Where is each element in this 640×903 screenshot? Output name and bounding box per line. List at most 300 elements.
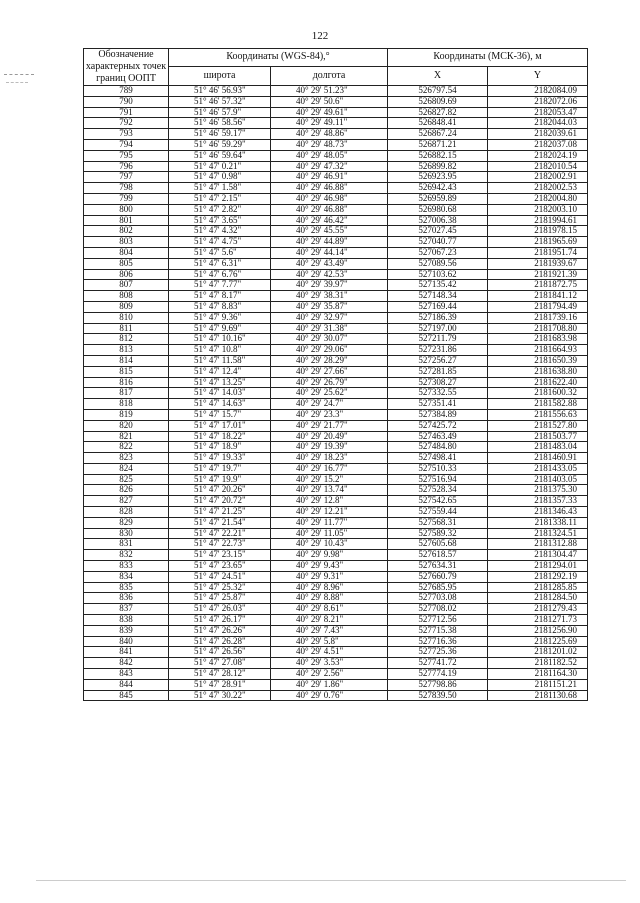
cell-latitude: 51° 47' 25.32" [169,582,271,593]
cell-point-id: 839 [84,625,169,636]
cell-longitude: 40° 29' 15.2" [271,474,388,485]
cell-y: 2181357.33 [488,496,588,507]
table-row [84,474,588,485]
cell-longitude: 40° 29' 47.32" [271,161,388,172]
table-row [84,204,588,215]
cell-x: 526923.95 [388,172,488,183]
cell-x: 527703.08 [388,593,488,604]
cell-latitude: 51° 47' 0.98" [169,172,271,183]
cell-x: 527712.56 [388,615,488,626]
cell-latitude: 51° 47' 20.72" [169,496,271,507]
cell-longitude: 40° 29' 5.8" [271,636,388,647]
table-row [84,366,588,377]
table-row [84,345,588,356]
cell-latitude: 51° 46' 59.64" [169,150,271,161]
cell-latitude: 51° 47' 14.03" [169,388,271,399]
cell-longitude: 40° 29' 11.77" [271,517,388,528]
cell-y: 2181304.47 [488,550,588,561]
cell-x: 527774.19 [388,669,488,680]
cell-point-id: 816 [84,377,169,388]
cell-x: 527463.49 [388,431,488,442]
cell-x: 526959.89 [388,193,488,204]
cell-y: 2181271.73 [488,615,588,626]
table-row [84,463,588,474]
cell-x: 527169.44 [388,301,488,312]
cell-y: 2181403.05 [488,474,588,485]
cell-latitude: 51° 47' 22.21" [169,528,271,539]
cell-longitude: 40° 29' 30.07" [271,334,388,345]
cell-latitude: 51° 47' 26.26" [169,625,271,636]
cell-y: 2181292.19 [488,571,588,582]
cell-latitude: 51° 47' 26.17" [169,615,271,626]
cell-longitude: 40° 29' 29.06" [271,345,388,356]
cell-x: 527281.85 [388,366,488,377]
cell-latitude: 51° 47' 2.82" [169,204,271,215]
cell-point-id: 823 [84,453,169,464]
cell-y: 2181622.40 [488,377,588,388]
table-row [84,582,588,593]
cell-latitude: 51° 47' 24.51" [169,571,271,582]
table-row [84,507,588,518]
cell-y: 2181556.63 [488,409,588,420]
cell-longitude: 40° 29' 48.73" [271,139,388,150]
cell-latitude: 51° 47' 8.83" [169,301,271,312]
cell-y: 2181600.32 [488,388,588,399]
cell-longitude: 40° 29' 3.53" [271,658,388,669]
cell-longitude: 40° 29' 11.05" [271,528,388,539]
table-row [84,420,588,431]
cell-latitude: 51° 47' 2.15" [169,193,271,204]
cell-latitude: 51° 47' 12.4" [169,366,271,377]
cell-point-id: 821 [84,431,169,442]
cell-x: 526809.69 [388,96,488,107]
cell-y: 2181279.43 [488,604,588,615]
table-row [84,183,588,194]
cell-latitude: 51° 47' 26.28" [169,636,271,647]
header-x: X [388,66,488,85]
cell-latitude: 51° 47' 18.9" [169,442,271,453]
cell-latitude: 51° 47' 30.22" [169,690,271,701]
cell-y: 2181324.51 [488,528,588,539]
cell-x: 527725.36 [388,647,488,658]
cell-y: 2181338.11 [488,517,588,528]
cell-y: 2181921.39 [488,269,588,280]
table-row [84,96,588,107]
coordinates-table [83,48,588,701]
header-msk36: Координаты (МСК-36), м [388,49,588,67]
cell-point-id: 818 [84,399,169,410]
scan-artifact-line [6,82,28,83]
cell-x: 527542.65 [388,496,488,507]
cell-longitude: 40° 29' 51.23" [271,86,388,97]
cell-longitude: 40° 29' 39.97" [271,280,388,291]
cell-point-id: 830 [84,528,169,539]
cell-latitude: 51° 47' 9.69" [169,323,271,334]
cell-y: 2181872.75 [488,280,588,291]
cell-longitude: 40° 29' 20.49" [271,431,388,442]
cell-y: 2181503.77 [488,431,588,442]
table-row [84,571,588,582]
cell-longitude: 40° 29' 16.77" [271,463,388,474]
cell-y: 2181256.90 [488,625,588,636]
header-latitude: широта [169,66,271,85]
table-header [84,49,588,86]
cell-longitude: 40° 29' 44.89" [271,237,388,248]
cell-x: 526882.15 [388,150,488,161]
cell-latitude: 51° 47' 23.15" [169,550,271,561]
table-row [84,215,588,226]
cell-point-id: 832 [84,550,169,561]
cell-longitude: 40° 29' 27.66" [271,366,388,377]
cell-y: 2181708.80 [488,323,588,334]
cell-latitude: 51° 47' 10.16" [169,334,271,345]
cell-point-id: 800 [84,204,169,215]
cell-latitude: 51° 47' 14.63" [169,399,271,410]
cell-y: 2181951.74 [488,247,588,258]
cell-x: 526797.54 [388,86,488,97]
cell-point-id: 789 [84,86,169,97]
cell-y: 2181994.61 [488,215,588,226]
cell-longitude: 40° 29' 23.3" [271,409,388,420]
cell-longitude: 40° 29' 48.86" [271,129,388,140]
cell-point-id: 831 [84,539,169,550]
table-row [84,561,588,572]
cell-y: 2181285.85 [488,582,588,593]
cell-y: 2181460.91 [488,453,588,464]
cell-longitude: 40° 29' 9.31" [271,571,388,582]
header-wgs84: Координаты (WGS-84),° [169,49,388,67]
page-number: 122 [311,30,329,42]
table-row [84,334,588,345]
cell-longitude: 40° 29' 50.6" [271,96,388,107]
cell-point-id: 794 [84,139,169,150]
cell-point-id: 817 [84,388,169,399]
cell-x: 527568.31 [388,517,488,528]
cell-x: 527839.50 [388,690,488,701]
table-row [84,550,588,561]
cell-x: 527741.72 [388,658,488,669]
cell-latitude: 51° 47' 21.54" [169,517,271,528]
cell-x: 527498.41 [388,453,488,464]
cell-longitude: 40° 29' 0.76" [271,690,388,701]
cell-point-id: 815 [84,366,169,377]
cell-x: 527660.79 [388,571,488,582]
cell-point-id: 845 [84,690,169,701]
table-row [84,291,588,302]
table-row [84,658,588,669]
header-designation: Обозначение характерных точек границ ООПТ [84,49,169,86]
cell-point-id: 841 [84,647,169,658]
cell-y: 2182003.10 [488,204,588,215]
cell-latitude: 51° 46' 56.93" [169,86,271,97]
cell-latitude: 51° 47' 20.26" [169,485,271,496]
cell-x: 526942.43 [388,183,488,194]
table-row [84,647,588,658]
cell-x: 527715.38 [388,625,488,636]
table-row [84,150,588,161]
cell-latitude: 51° 47' 17.01" [169,420,271,431]
cell-y: 2181375.30 [488,485,588,496]
cell-latitude: 51° 47' 6.31" [169,258,271,269]
cell-x: 527308.27 [388,377,488,388]
header-longitude: долгота [271,66,388,85]
cell-point-id: 810 [84,312,169,323]
cell-y: 2181164.30 [488,669,588,680]
cell-y: 2181312.88 [488,539,588,550]
cell-x: 527256.27 [388,355,488,366]
cell-y: 2181582.88 [488,399,588,410]
cell-longitude: 40° 29' 18.23" [271,453,388,464]
table-row [84,453,588,464]
cell-latitude: 51° 46' 59.29" [169,139,271,150]
table-row [84,690,588,701]
cell-latitude: 51° 47' 25.87" [169,593,271,604]
cell-point-id: 806 [84,269,169,280]
cell-longitude: 40° 29' 38.31" [271,291,388,302]
table-row [84,388,588,399]
cell-latitude: 51° 47' 23.65" [169,561,271,572]
table-row [84,355,588,366]
table-row [84,312,588,323]
cell-point-id: 803 [84,237,169,248]
cell-y: 2182053.47 [488,107,588,118]
cell-longitude: 40° 29' 13.74" [271,485,388,496]
table-row [84,118,588,129]
cell-point-id: 822 [84,442,169,453]
table-row [84,399,588,410]
cell-x: 527708.02 [388,604,488,615]
cell-point-id: 792 [84,118,169,129]
cell-y: 2181965.69 [488,237,588,248]
cell-point-id: 808 [84,291,169,302]
cell-point-id: 807 [84,280,169,291]
table-row [84,517,588,528]
cell-latitude: 51° 46' 58.56" [169,118,271,129]
cell-y: 2181638.80 [488,366,588,377]
cell-x: 527332.55 [388,388,488,399]
cell-point-id: 793 [84,129,169,140]
cell-longitude: 40° 29' 43.49" [271,258,388,269]
cell-latitude: 51° 47' 18.22" [169,431,271,442]
cell-y: 2182002.53 [488,183,588,194]
cell-longitude: 40° 29' 26.79" [271,377,388,388]
cell-latitude: 51° 47' 28.12" [169,669,271,680]
cell-y: 2181130.68 [488,690,588,701]
cell-longitude: 40° 29' 31.38" [271,323,388,334]
cell-point-id: 840 [84,636,169,647]
cell-latitude: 51° 47' 26.56" [169,647,271,658]
cell-latitude: 51° 47' 1.58" [169,183,271,194]
cell-y: 2181841.12 [488,291,588,302]
cell-longitude: 40° 29' 7.43" [271,625,388,636]
cell-latitude: 51° 47' 28.91" [169,679,271,690]
cell-latitude: 51° 47' 4.75" [169,237,271,248]
table-row [84,129,588,140]
cell-x: 527425.72 [388,420,488,431]
cell-x: 527484.80 [388,442,488,453]
cell-point-id: 838 [84,615,169,626]
table-row [84,593,588,604]
cell-latitude: 51° 47' 21.25" [169,507,271,518]
cell-latitude: 51° 47' 8.17" [169,291,271,302]
cell-point-id: 819 [84,409,169,420]
cell-x: 527605.68 [388,539,488,550]
cell-point-id: 844 [84,679,169,690]
table-row [84,442,588,453]
cell-y: 2182002.91 [488,172,588,183]
table-row [84,615,588,626]
cell-longitude: 40° 29' 2.56" [271,669,388,680]
table-row [84,409,588,420]
table-row [84,86,588,97]
cell-longitude: 40° 29' 25.62" [271,388,388,399]
cell-latitude: 51° 47' 0.21" [169,161,271,172]
cell-point-id: 812 [84,334,169,345]
cell-longitude: 40° 29' 35.87" [271,301,388,312]
cell-point-id: 805 [84,258,169,269]
cell-x: 527559.44 [388,507,488,518]
cell-y: 2182084.09 [488,86,588,97]
cell-x: 527027.45 [388,226,488,237]
table-row [84,107,588,118]
cell-point-id: 813 [84,345,169,356]
cell-latitude: 51° 47' 10.8" [169,345,271,356]
cell-latitude: 51° 47' 27.08" [169,658,271,669]
cell-point-id: 824 [84,463,169,474]
cell-latitude: 51° 47' 13.25" [169,377,271,388]
cell-longitude: 40° 29' 46.88" [271,183,388,194]
cell-latitude: 51° 46' 59.17" [169,129,271,140]
table-row [84,323,588,334]
table-row [84,496,588,507]
cell-longitude: 40° 29' 48.05" [271,150,388,161]
cell-longitude: 40° 29' 46.98" [271,193,388,204]
cell-longitude: 40° 29' 12.8" [271,496,388,507]
cell-y: 2182004.80 [488,193,588,204]
cell-latitude: 51° 47' 19.9" [169,474,271,485]
table-row [84,539,588,550]
cell-point-id: 811 [84,323,169,334]
cell-y: 2181346.43 [488,507,588,518]
cell-longitude: 40° 29' 28.29" [271,355,388,366]
cell-x: 527716.36 [388,636,488,647]
cell-y: 2181151.21 [488,679,588,690]
table-body [84,86,588,701]
cell-longitude: 40° 29' 46.42" [271,215,388,226]
cell-point-id: 820 [84,420,169,431]
cell-y: 2181225.69 [488,636,588,647]
cell-point-id: 827 [84,496,169,507]
cell-longitude: 40° 29' 46.88" [271,204,388,215]
cell-x: 527589.32 [388,528,488,539]
cell-longitude: 40° 29' 8.61" [271,604,388,615]
header-y: Y [488,66,588,85]
cell-x: 527231.86 [388,345,488,356]
cell-x: 527103.62 [388,269,488,280]
cell-longitude: 40° 29' 9.98" [271,550,388,561]
cell-point-id: 843 [84,669,169,680]
cell-point-id: 826 [84,485,169,496]
cell-point-id: 799 [84,193,169,204]
cell-x: 527040.77 [388,237,488,248]
cell-x: 527618.57 [388,550,488,561]
cell-x: 527351.41 [388,399,488,410]
cell-y: 2181201.02 [488,647,588,658]
table-row [84,669,588,680]
cell-longitude: 40° 29' 8.88" [271,593,388,604]
cell-longitude: 40° 29' 12.21" [271,507,388,518]
cell-x: 526980.68 [388,204,488,215]
table-row [84,301,588,312]
cell-y: 2182044.03 [488,118,588,129]
cell-longitude: 40° 29' 4.51" [271,647,388,658]
cell-y: 2181664.93 [488,345,588,356]
cell-latitude: 51° 47' 4.32" [169,226,271,237]
cell-x: 526848.41 [388,118,488,129]
cell-point-id: 795 [84,150,169,161]
table-row [84,139,588,150]
cell-point-id: 797 [84,172,169,183]
cell-x: 527067.23 [388,247,488,258]
cell-y: 2181794.49 [488,301,588,312]
cell-point-id: 836 [84,593,169,604]
cell-y: 2181294.01 [488,561,588,572]
cell-x: 527384.89 [388,409,488,420]
cell-latitude: 51° 47' 6.76" [169,269,271,280]
cell-latitude: 51° 47' 15.7" [169,409,271,420]
table-row [84,528,588,539]
page-bottom-line [36,880,626,881]
table-row [84,247,588,258]
table-row [84,237,588,248]
cell-x: 526827.82 [388,107,488,118]
table-row [84,679,588,690]
cell-x: 527634.31 [388,561,488,572]
table-row [84,193,588,204]
cell-point-id: 791 [84,107,169,118]
cell-point-id: 833 [84,561,169,572]
table-row [84,485,588,496]
cell-longitude: 40° 29' 24.7" [271,399,388,410]
table-row [84,269,588,280]
cell-longitude: 40° 29' 8.96" [271,582,388,593]
cell-point-id: 828 [84,507,169,518]
cell-point-id: 835 [84,582,169,593]
cell-x: 527528.34 [388,485,488,496]
cell-x: 527089.56 [388,258,488,269]
cell-longitude: 40° 29' 49.11" [271,118,388,129]
cell-y: 2181978.15 [488,226,588,237]
cell-latitude: 51° 47' 5.6" [169,247,271,258]
cell-x: 527685.95 [388,582,488,593]
cell-point-id: 809 [84,301,169,312]
table-row [84,172,588,183]
cell-latitude: 51° 47' 9.36" [169,312,271,323]
cell-x: 527211.79 [388,334,488,345]
cell-point-id: 834 [84,571,169,582]
cell-x: 526899.82 [388,161,488,172]
cell-longitude: 40° 29' 45.55" [271,226,388,237]
cell-latitude: 51° 46' 57.32" [169,96,271,107]
cell-longitude: 40° 29' 32.97" [271,312,388,323]
cell-latitude: 51° 47' 19.7" [169,463,271,474]
cell-y: 2181939.67 [488,258,588,269]
cell-longitude: 40° 29' 42.53" [271,269,388,280]
table-row [84,161,588,172]
table-row [84,625,588,636]
cell-latitude: 51° 47' 19.33" [169,453,271,464]
cell-y: 2181182.52 [488,658,588,669]
